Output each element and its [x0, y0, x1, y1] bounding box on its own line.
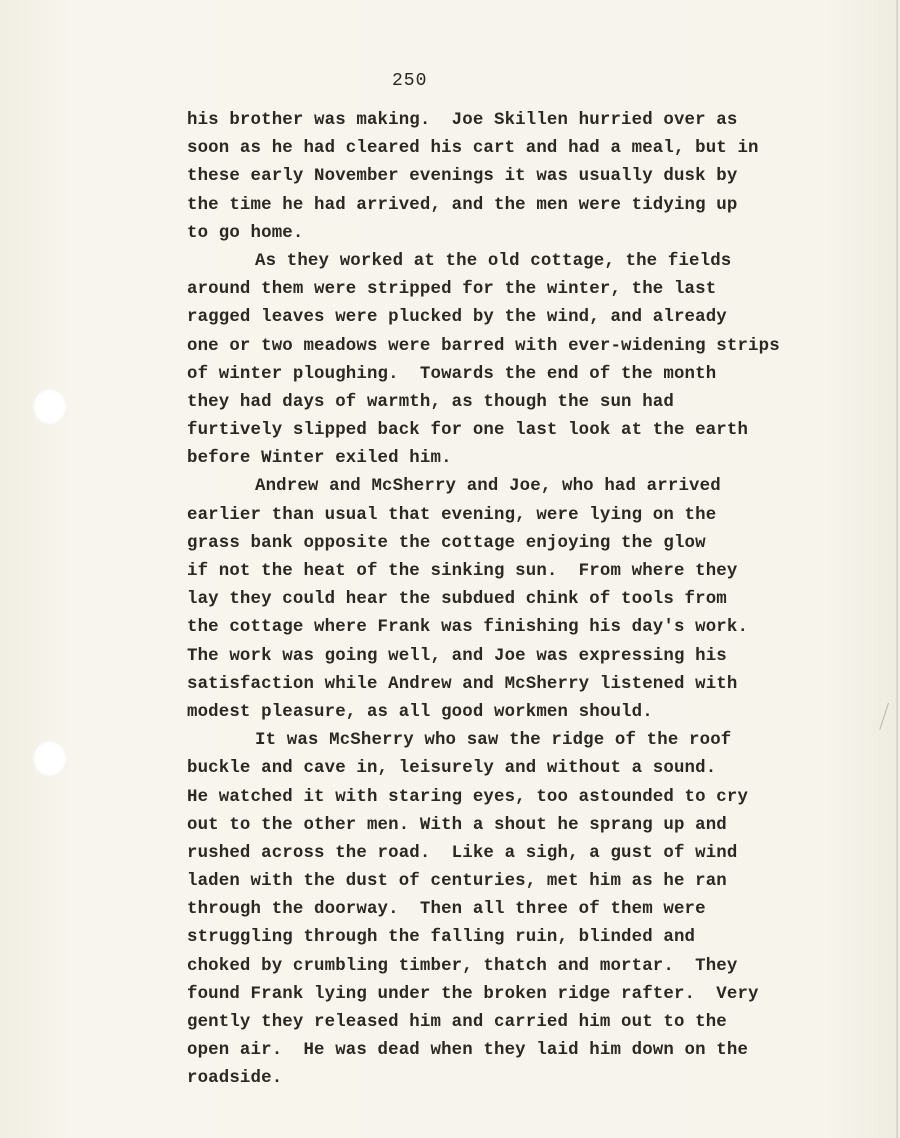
- text-line: open air. He was dead when they laid him down on the: [187, 1041, 749, 1061]
- text-line: if not the heat of the sinking sun. From where they: [187, 562, 738, 581]
- body-text: [187, 107, 867, 1094]
- text-line: before Winter exiled him.: [187, 449, 452, 469]
- text-line: choked by crumbling timber, thatch and mortar. They: [187, 956, 738, 976]
- margin-pencil-mark: [866, 698, 889, 729]
- text-line: found Frank lying under the broken ridge rafter. Very: [187, 984, 759, 1004]
- text-line: He watched it with staring eyes, too astounded to cry: [187, 787, 749, 807]
- text-line: one or two meadows were barred with ever-widening strips: [187, 336, 780, 356]
- text-line: around them were stripped for the winter, the last: [187, 280, 717, 300]
- text-line: roadside.: [187, 1069, 283, 1089]
- text-line: they had days of warmth, as though the sun had: [187, 392, 674, 412]
- text-line: earlier than usual that evening, were lying on the: [187, 505, 717, 525]
- text-line: It was McSherry who saw the ridge of the roof: [255, 731, 732, 751]
- text-line: out to the other men. With a shout he sprang up and: [187, 815, 727, 835]
- text-line: buckle and cave in, leisurely and without a sound.: [187, 759, 717, 779]
- text-line: furtively slipped back for one last look at the earth: [187, 421, 749, 441]
- page-edge: [896, 0, 898, 1138]
- text-line: Andrew and McSherry and Joe, who had arrived: [255, 477, 721, 497]
- page-number: 250: [392, 71, 428, 91]
- text-line: of winter ploughing. Towards the end of the month: [187, 364, 717, 384]
- text-line: satisfaction while Andrew and McSherry listened with: [187, 674, 738, 694]
- text-line: gently they released him and carried him out to the: [187, 1013, 727, 1032]
- text-line: struggling through the falling ruin, blinded and: [187, 928, 696, 948]
- text-line: laden with the dust of centuries, met him as he ran: [187, 872, 727, 892]
- punch-hole-lower: [32, 740, 66, 776]
- text-line: lay they could hear the subdued chink of tools from: [187, 590, 727, 610]
- text-line: soon as he had cleared his cart and had a meal, but in: [187, 139, 759, 159]
- text-line: modest pleasure, as all good workmen should.: [187, 702, 653, 722]
- text-line: rushed across the road. Like a sigh, a gust of wind: [187, 843, 738, 863]
- text-line: ragged leaves were plucked by the wind, and already: [187, 308, 727, 328]
- text-line: The work was going well, and Joe was expressing his: [187, 646, 727, 666]
- text-line: to go home.: [187, 223, 304, 243]
- text-line: these early November evenings it was usually dusk by: [187, 167, 738, 187]
- text-line: grass bank opposite the cottage enjoying the glow: [187, 533, 706, 553]
- text-line: the cottage where Frank was finishing his day's work.: [187, 618, 749, 638]
- text-line: his brother was making. Joe Skillen hurried over as: [187, 111, 738, 130]
- text-line: through the doorway. Then all three of them were: [187, 900, 706, 920]
- text-line: the time he had arrived, and the men were tidying up: [187, 195, 738, 215]
- punch-hole-upper: [32, 388, 66, 424]
- text-line: As they worked at the old cottage, the fields: [255, 251, 732, 271]
